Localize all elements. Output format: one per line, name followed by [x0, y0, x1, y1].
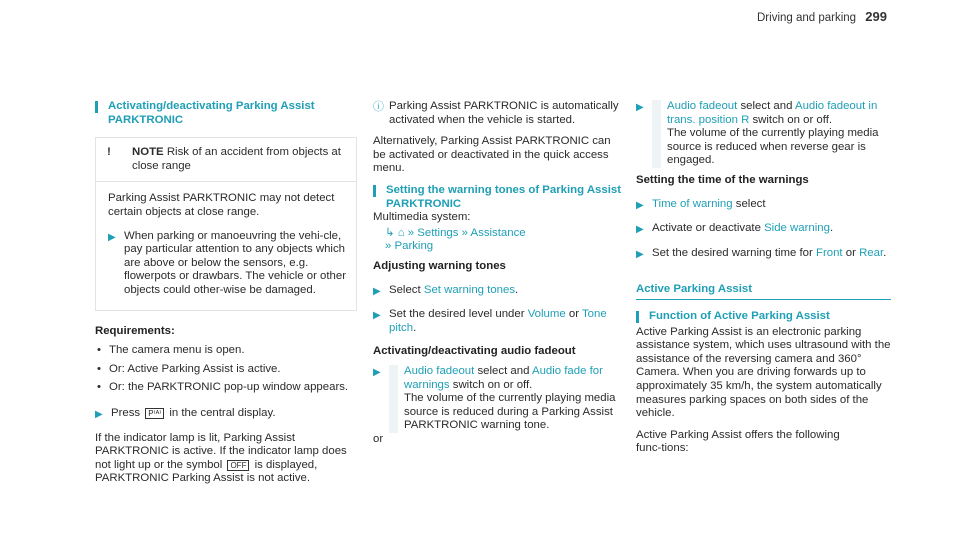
alternative-text: Alternatively, Parking Assist PARKTRONIC can be activated or deactivated in the quick access menu.	[373, 135, 611, 175]
volume-link: Volume	[527, 308, 566, 321]
step-pre: Activate or deactivate	[652, 222, 761, 235]
section-title-activating	[95, 100, 357, 127]
note-step-text: When parking or manoeuvring the vehi‑cle, pay particular attention to any objects which are above or below the sensors, e.g. flowerpots or drawbars. The vehicle or other objects could other‑wise be damaged.	[124, 229, 347, 296]
side-warning-step	[652, 222, 891, 237]
parktronic-off-icon: OFF	[227, 460, 249, 471]
menu-arrow-icon: ↳	[385, 226, 395, 239]
warning-note	[95, 137, 357, 310]
step-arrow-icon: ▶	[373, 285, 381, 297]
step-pre: Set the desired level under	[389, 308, 525, 321]
menu-path	[385, 227, 621, 254]
warning-time-title: Setting the time of the warnings	[636, 173, 809, 186]
requirements-list	[95, 344, 357, 395]
list-item: • Or: Active Parking Assist is active.	[95, 363, 357, 377]
select-step	[389, 284, 621, 299]
step-arrow-icon: ▶	[108, 231, 116, 243]
step-arrow-icon: ▶	[373, 366, 381, 378]
header-section: Driving and parking	[757, 12, 857, 24]
step-pre: Select	[389, 283, 421, 296]
step-post: .	[413, 321, 417, 334]
title-line-2: PARKTRONIC	[108, 113, 184, 126]
home-icon: ⌂	[397, 226, 405, 239]
step-arrow-icon: ▶	[373, 310, 381, 322]
step-mid: select and	[477, 364, 530, 377]
step-post: switch on or off.	[752, 113, 833, 126]
menu-settings: Settings	[417, 226, 459, 239]
set-warning-tones-link: Set warning tones	[423, 283, 516, 296]
requirements-title: Requirements:	[95, 324, 175, 337]
step-post: .	[515, 283, 519, 296]
indicator-text-a: If the indicator lamp is lit, Parking Assist PARKTRONIC is active. If the indicator lamp does not light up or the symbol	[95, 431, 347, 471]
chevron-right-icon: »	[385, 240, 392, 253]
press-step-pre: Press	[111, 406, 141, 419]
column-1	[95, 100, 357, 494]
list-item: • The camera menu is open.	[95, 344, 357, 358]
step-arrow-icon: ▶	[636, 199, 644, 211]
column-3	[636, 100, 891, 464]
audio-fadeout-link: Audio fadeout	[404, 364, 475, 377]
parking-key-icon: P⁽ᴬ⁾	[145, 408, 164, 419]
function-title-text: Function of Active Parking Assist	[649, 309, 830, 322]
step-mid: select and	[740, 100, 793, 112]
side-warning-link: Side warning	[764, 222, 830, 235]
audio-trans-step	[652, 100, 891, 168]
active-parking-assist-heading: Active Parking Assist	[636, 283, 891, 300]
adjusting-title: Adjusting warning tones	[373, 259, 506, 272]
audio-fadeout-title: Activating/deactivating audio fadeout	[373, 345, 576, 358]
press-step-post: in the central display.	[169, 406, 276, 419]
step-arrow-icon: ▶	[636, 224, 644, 236]
page-header	[757, 9, 887, 24]
function-title	[636, 310, 891, 324]
title-line-1: Setting the warning tones of Parking Assist	[386, 183, 622, 196]
title-line-2: PARKTRONIC	[386, 197, 462, 210]
step-or: or	[845, 246, 856, 259]
list-item: • Or: the PARKTRONIC pop-up window appears.	[95, 381, 357, 395]
level-step	[389, 308, 621, 335]
audio-fadeout-link: Audio fadeout	[667, 100, 738, 112]
front-link: Front	[816, 246, 843, 259]
function-paragraph-1: Active Parking Assist is an electronic parking assistance system, which uses ultrasound with the assistance of the reversing camera and 360° Camera. When you are driving forwards up to approximately 35 km/h, the system automatically measures parking spaces on both sides of the vehicle.	[636, 325, 891, 420]
note-label: NOTE	[132, 146, 164, 159]
rear-link: Rear	[859, 246, 884, 259]
warning-time-step	[652, 247, 891, 262]
audio-step	[389, 365, 621, 433]
column-2	[373, 100, 621, 446]
step-post: .	[829, 222, 834, 235]
tone-pitch-link: Tone pitch	[389, 308, 607, 334]
menu-parking: Parking	[394, 240, 434, 253]
step-or: or	[568, 308, 579, 321]
press-step	[111, 407, 357, 422]
step-post: select	[735, 197, 766, 210]
chevron-right-icon: »	[461, 226, 468, 239]
function-paragraph-2: Active Parking Assist offers the following func‑tions:	[636, 428, 840, 455]
indicator-paragraph	[95, 432, 357, 486]
section-title-warning-tones	[373, 184, 621, 211]
step-pre: Set the desired warning time for	[652, 246, 813, 259]
title-line-1: Activating/deactivating Parking Assist	[108, 100, 315, 112]
time-step	[652, 198, 891, 213]
exclamation-icon: !	[107, 146, 111, 159]
step-arrow-icon: ▶	[95, 408, 103, 420]
multimedia-label: Multimedia system:	[373, 211, 471, 224]
time-of-warning-link: Time of warning	[652, 197, 733, 210]
audio-fade-warnings-link: Audio fade for warnings	[404, 364, 603, 391]
step-arrow-icon: ▶	[636, 248, 644, 260]
menu-assistance: Assistance	[470, 226, 526, 239]
note-body-text: Parking Assist PARKTRONIC may not detect certain objects at close range.	[108, 192, 335, 218]
info-icon: ⓘ	[373, 101, 384, 113]
step-post: .	[883, 246, 887, 259]
page-number: 299	[865, 9, 887, 24]
indicator-text-b: is displayed, PARKTRONIC Parking Assist is not active.	[95, 458, 318, 485]
step-arrow-icon: ▶	[636, 102, 644, 113]
step-post: switch on or off.	[452, 378, 533, 391]
audio-step-body: The volume of the currently playing media source is reduced during a Parking Assist PARKTRONIC warning tone.	[404, 392, 616, 432]
audio-trans-body: The volume of the currently playing media source is reduced when reverse gear is engaged.	[667, 127, 879, 167]
audio-fadeout-trans-link: Audio fadeout in trans. position R	[667, 100, 878, 126]
info-text: Parking Assist PARKTRONIC is automatically activated when the vehicle is started.	[389, 100, 619, 126]
or-text: or	[373, 432, 384, 445]
chevron-right-icon: »	[407, 226, 415, 239]
note-text: Risk of an accident from objects at close range	[132, 146, 341, 172]
